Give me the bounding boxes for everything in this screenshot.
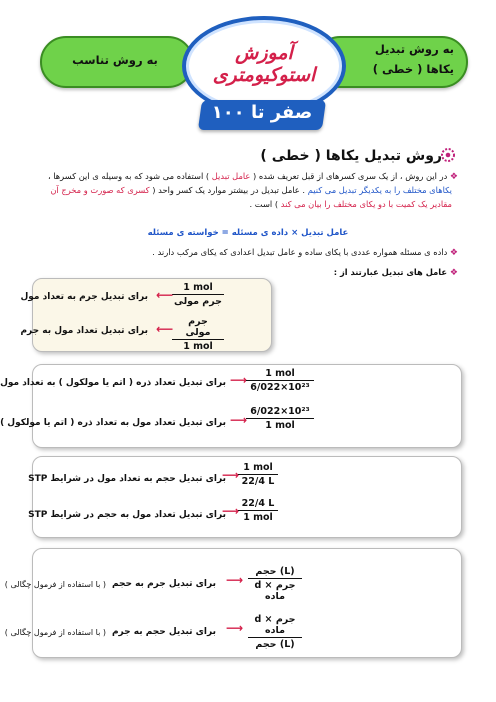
- fraction-denominator: 1 mol: [265, 420, 295, 431]
- box4-row1-note: ( با استفاده از فرمول چگالی ): [4, 580, 106, 589]
- box1-row1-label: برای تبدیل جرم به تعداد مول: [20, 292, 148, 302]
- fraction-mol-over-volume: [238, 462, 278, 487]
- arrow-icon: ⟵: [156, 288, 174, 302]
- paragraph-3: [28, 198, 452, 211]
- box4-row2-label: برای تبدیل حجم به جرم: [111, 627, 216, 637]
- fraction-denominator: 1 mol: [183, 341, 213, 352]
- fraction-mass-density-over-volume: [248, 614, 302, 650]
- para1-highlight: عامل تبدیل: [209, 171, 254, 181]
- arrow-icon: ⟶: [226, 621, 244, 635]
- fraction-denominator: جرم مولی: [173, 296, 223, 307]
- fraction-numerator: 22/4 L: [238, 498, 278, 511]
- box2-row2-label: برای تبدیل تعداد مول به تعداد ذره ( اتم یا مولکول ): [0, 418, 226, 428]
- section-title: روش تبدیل یکاها ( خطی ): [260, 148, 442, 164]
- fraction-numerator: حجم (L): [248, 566, 302, 579]
- box4-row1-label: برای تبدیل جرم به حجم: [111, 579, 216, 589]
- bullet-icon: ❖: [449, 248, 458, 258]
- paragraph-4: [28, 246, 458, 260]
- formula-line: عامل تبدیل × داده ی مسئله = خواسته ی مسئله: [147, 228, 349, 238]
- box2-row1-label: برای تبدیل تعداد ذره ( اتم یا مولکول ) به تعداد مول: [0, 378, 226, 388]
- para1-text-b: ) استفاده می شود که به وسیله ی این کسرها ،: [47, 171, 210, 181]
- para2-red: کسری که صورت و مخرج آن: [50, 185, 153, 195]
- para2-text: . عامل تبدیل در بیشتر موارد یک کسر واحد (: [152, 185, 308, 195]
- para3-text: ) است .: [249, 199, 281, 209]
- fraction-volume-over-mass-density: [248, 566, 302, 602]
- paragraph-1: [28, 170, 458, 184]
- fraction-denominator: 1 mol: [243, 512, 273, 523]
- fraction-denominator: 22/4 L: [241, 476, 275, 487]
- arrow-icon: ⟶: [230, 413, 248, 427]
- bullet-icon: ❖: [449, 268, 458, 278]
- fraction-numerator: d × جرم ماده: [248, 614, 302, 638]
- arrow-icon: ⟶: [226, 573, 244, 587]
- factor-box-mass-mole: [20, 278, 272, 352]
- factor-box-density: [4, 548, 462, 658]
- fraction-denominator: حجم (L): [255, 639, 295, 650]
- fraction-avogadro-over-mol: [246, 406, 314, 431]
- fraction-numerator: 6/022×10²³: [246, 406, 314, 419]
- box3-row2-label: برای تبدیل تعداد مول به حجم در شرایط STP: [28, 510, 226, 520]
- fraction-mol-over-avogadro: [246, 368, 314, 393]
- gear-icon: [440, 147, 456, 163]
- para3-red: مقادیر یک کمیت با دو یکای مختلف را بیان می کند: [280, 199, 452, 209]
- fraction-numerator: 1 mol: [172, 282, 224, 295]
- para4-text: داده ی مسئله همواره عددی با یکای ساده و عامل تبدیل اعدادی که یکای مرکب دارند .: [152, 247, 448, 257]
- para1-text-a: در این روش ، از یک سری کسرهای از قبل تعریف شده (: [253, 171, 448, 181]
- paragraph-2: [28, 184, 452, 197]
- para5-text: عامل های تبدیل عبارتند از :: [333, 267, 448, 277]
- fraction-numerator: 1 mol: [238, 462, 278, 475]
- header-left-label: به روش تناسب: [72, 53, 158, 67]
- box3-row1-label: برای تبدیل حجم به تعداد مول در شرایط STP: [28, 474, 226, 484]
- fraction-denominator: 6/022×10²³: [250, 382, 310, 393]
- header-ribbon-label: صفر تا ۱۰۰: [211, 102, 313, 123]
- header-title: آموزش استوکیومتری: [212, 42, 316, 86]
- header-right-line1: به روش تبدیل: [374, 42, 454, 56]
- arrow-icon: ⟶: [222, 468, 240, 482]
- fraction-volume-over-mol: [238, 498, 278, 523]
- arrow-icon: ⟵: [156, 322, 174, 336]
- fraction-numerator: 1 mol: [246, 368, 314, 381]
- bullet-icon: ❖: [449, 172, 458, 182]
- para2-highlight: یکاهای مختلف را به یکدیگر تبدیل می کنیم: [307, 185, 452, 195]
- fraction-denominator: d × جرم ماده: [254, 580, 296, 602]
- box4-row2-note: ( با استفاده از فرمول چگالی ): [4, 628, 106, 637]
- fraction-numerator: جرم مولی: [172, 316, 224, 340]
- arrow-icon: ⟶: [230, 373, 248, 387]
- fraction-molar-mass-over-mol: [172, 316, 224, 352]
- header-right-line2: یکاها ( خطی ): [372, 62, 454, 76]
- fraction-mol-over-molar-mass: [172, 282, 224, 307]
- arrow-icon: ⟶: [222, 504, 240, 518]
- box1-row2-label: برای تبدیل تعداد مول به جرم: [20, 326, 148, 336]
